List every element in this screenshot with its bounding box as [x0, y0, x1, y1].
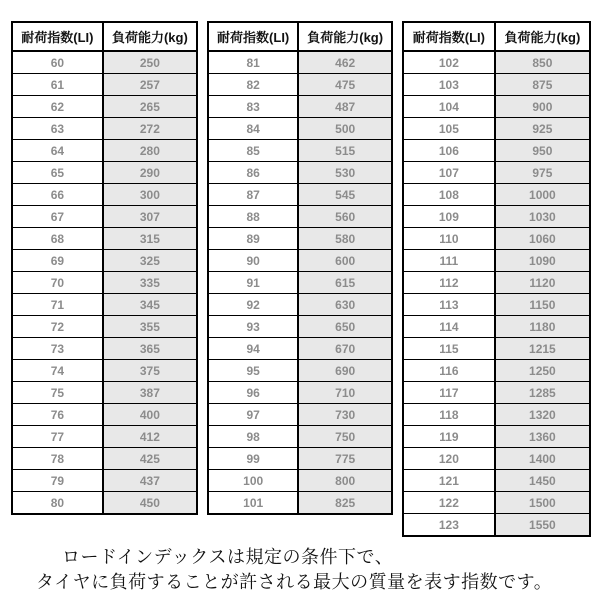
load-index-cell: 73 [12, 338, 103, 360]
table-row [12, 140, 197, 162]
load-capacity-cell: 265 [103, 96, 197, 118]
table-row [12, 118, 197, 140]
load-capacity-cell: 1500 [495, 492, 590, 514]
load-capacity-cell: 450 [103, 492, 197, 515]
load-index-cell: 98 [208, 426, 298, 448]
load-index-cell: 92 [208, 294, 298, 316]
load-capacity-cell: 500 [298, 118, 392, 140]
load-index-cell: 117 [403, 382, 495, 404]
load-index-cell: 120 [403, 448, 495, 470]
table-row [12, 492, 197, 515]
table-row [403, 206, 590, 228]
load-index-cell: 70 [12, 272, 103, 294]
load-index-cell: 90 [208, 250, 298, 272]
load-index-cell: 104 [403, 96, 495, 118]
load-index-cell: 116 [403, 360, 495, 382]
load-capacity-cell: 690 [298, 360, 392, 382]
load-capacity-cell: 307 [103, 206, 197, 228]
load-capacity-cell: 1090 [495, 250, 590, 272]
load-index-cell: 89 [208, 228, 298, 250]
load-capacity-cell: 325 [103, 250, 197, 272]
load-capacity-cell: 487 [298, 96, 392, 118]
load-index-cell: 63 [12, 118, 103, 140]
table-row [12, 96, 197, 118]
load-capacity-cell: 545 [298, 184, 392, 206]
load-capacity-cell: 1285 [495, 382, 590, 404]
load-index-cell: 75 [12, 382, 103, 404]
load-index-table-3 [402, 21, 591, 537]
table-row [208, 338, 392, 360]
load-capacity-cell: 375 [103, 360, 197, 382]
table-row [12, 206, 197, 228]
load-index-cell: 111 [403, 250, 495, 272]
load-capacity-cell: 1320 [495, 404, 590, 426]
table-row [208, 96, 392, 118]
load-index-cell: 97 [208, 404, 298, 426]
load-capacity-cell: 630 [298, 294, 392, 316]
load-index-cell: 71 [12, 294, 103, 316]
table-row [208, 382, 392, 404]
load-capacity-cell: 272 [103, 118, 197, 140]
load-capacity-cell: 750 [298, 426, 392, 448]
table-row [208, 470, 392, 492]
table-row [403, 338, 590, 360]
table-row [12, 294, 197, 316]
load-index-cell: 81 [208, 51, 298, 74]
header-row [12, 22, 197, 51]
load-capacity-cell: 825 [298, 492, 392, 515]
table-row [403, 492, 590, 514]
load-index-cell: 91 [208, 272, 298, 294]
load-capacity-cell: 1360 [495, 426, 590, 448]
load-capacity-cell: 1550 [495, 514, 590, 537]
table-row [403, 360, 590, 382]
load-index-table-2 [207, 21, 393, 515]
table-row [403, 470, 590, 492]
load-index-cell: 86 [208, 162, 298, 184]
load-capacity-cell: 670 [298, 338, 392, 360]
load-capacity-cell: 412 [103, 426, 197, 448]
load-index-cell: 83 [208, 96, 298, 118]
load-index-cell: 66 [12, 184, 103, 206]
load-index-cell: 69 [12, 250, 103, 272]
load-index-cell: 80 [12, 492, 103, 515]
table-row [403, 448, 590, 470]
load-capacity-cell: 1450 [495, 470, 590, 492]
load-capacity-cell: 1120 [495, 272, 590, 294]
load-index-cell: 96 [208, 382, 298, 404]
load-capacity-cell: 650 [298, 316, 392, 338]
table-row [12, 404, 197, 426]
table-row [403, 272, 590, 294]
load-capacity-cell: 515 [298, 140, 392, 162]
load-capacity-cell: 437 [103, 470, 197, 492]
load-capacity-cell: 615 [298, 272, 392, 294]
table-row [403, 74, 590, 96]
load-index-cell: 67 [12, 206, 103, 228]
header-row [403, 22, 590, 51]
load-capacity-cell: 1030 [495, 206, 590, 228]
load-index-cell: 94 [208, 338, 298, 360]
table-row [208, 228, 392, 250]
load-capacity-cell: 730 [298, 404, 392, 426]
load-index-cell: 87 [208, 184, 298, 206]
load-index-cell: 85 [208, 140, 298, 162]
load-index-cell: 106 [403, 140, 495, 162]
col-header-load-index: 耐荷指数(LI) [208, 22, 298, 51]
load-index-cell: 88 [208, 206, 298, 228]
table-row [12, 74, 197, 96]
table-row [403, 514, 590, 537]
table-row [12, 316, 197, 338]
load-index-cell: 105 [403, 118, 495, 140]
table-row [403, 118, 590, 140]
load-index-cell: 119 [403, 426, 495, 448]
load-index-cell: 77 [12, 426, 103, 448]
table-row [12, 162, 197, 184]
load-capacity-cell: 425 [103, 448, 197, 470]
load-index-cell: 84 [208, 118, 298, 140]
load-capacity-cell: 850 [495, 51, 590, 74]
load-capacity-cell: 560 [298, 206, 392, 228]
load-capacity-cell: 950 [495, 140, 590, 162]
load-capacity-cell: 1150 [495, 294, 590, 316]
table-row [208, 140, 392, 162]
table-row [12, 228, 197, 250]
load-capacity-cell: 600 [298, 250, 392, 272]
load-capacity-cell: 462 [298, 51, 392, 74]
load-capacity-cell: 250 [103, 51, 197, 74]
load-index-cell: 68 [12, 228, 103, 250]
load-index-cell: 113 [403, 294, 495, 316]
load-capacity-cell: 335 [103, 272, 197, 294]
table-row [208, 404, 392, 426]
load-index-table-2-wrap [207, 21, 393, 515]
load-index-cell: 61 [12, 74, 103, 96]
table-row [12, 470, 197, 492]
load-capacity-cell: 900 [495, 96, 590, 118]
table-row [208, 51, 392, 74]
load-capacity-cell: 875 [495, 74, 590, 96]
table-row [403, 140, 590, 162]
table-row [12, 382, 197, 404]
load-index-cell: 72 [12, 316, 103, 338]
load-index-cell: 100 [208, 470, 298, 492]
load-index-cell: 78 [12, 448, 103, 470]
load-capacity-cell: 975 [495, 162, 590, 184]
load-index-cell: 102 [403, 51, 495, 74]
load-capacity-cell: 1215 [495, 338, 590, 360]
load-capacity-cell: 1400 [495, 448, 590, 470]
load-index-cell: 82 [208, 74, 298, 96]
load-capacity-cell: 710 [298, 382, 392, 404]
load-capacity-cell: 387 [103, 382, 197, 404]
table-row [403, 294, 590, 316]
table-row [403, 51, 590, 74]
load-index-cell: 65 [12, 162, 103, 184]
load-capacity-cell: 257 [103, 74, 197, 96]
table-row [12, 338, 197, 360]
load-capacity-cell: 1060 [495, 228, 590, 250]
table-row [208, 294, 392, 316]
load-capacity-cell: 345 [103, 294, 197, 316]
load-capacity-cell: 280 [103, 140, 197, 162]
load-index-cell: 118 [403, 404, 495, 426]
load-index-cell: 95 [208, 360, 298, 382]
load-index-cell: 114 [403, 316, 495, 338]
table-row [208, 118, 392, 140]
load-index-cell: 123 [403, 514, 495, 537]
table-row [403, 162, 590, 184]
load-index-cell: 93 [208, 316, 298, 338]
table-row [403, 426, 590, 448]
table-row [403, 404, 590, 426]
table-row [12, 184, 197, 206]
load-index-cell: 109 [403, 206, 495, 228]
table-row [12, 250, 197, 272]
load-index-cell: 74 [12, 360, 103, 382]
load-capacity-cell: 365 [103, 338, 197, 360]
table-row [208, 316, 392, 338]
load-capacity-cell: 355 [103, 316, 197, 338]
table-row [208, 448, 392, 470]
load-index-cell: 107 [403, 162, 495, 184]
table-row [208, 74, 392, 96]
table-row [12, 272, 197, 294]
load-index-table-1-wrap [11, 21, 198, 515]
load-capacity-cell: 475 [298, 74, 392, 96]
table-row [12, 448, 197, 470]
load-index-cell: 108 [403, 184, 495, 206]
table-row [12, 51, 197, 74]
col-header-load-capacity: 負荷能力(kg) [298, 22, 392, 51]
col-header-load-capacity: 負荷能力(kg) [495, 22, 590, 51]
load-index-cell: 62 [12, 96, 103, 118]
load-index-cell: 121 [403, 470, 495, 492]
col-header-load-index: 耐荷指数(LI) [12, 22, 103, 51]
load-index-cell: 112 [403, 272, 495, 294]
load-capacity-cell: 1180 [495, 316, 590, 338]
load-index-cell: 103 [403, 74, 495, 96]
load-capacity-cell: 300 [103, 184, 197, 206]
load-capacity-cell: 1250 [495, 360, 590, 382]
load-index-table-3-wrap [402, 21, 591, 537]
load-index-cell: 60 [12, 51, 103, 74]
table-row [12, 360, 197, 382]
load-capacity-cell: 800 [298, 470, 392, 492]
table-row [403, 250, 590, 272]
table-row [403, 96, 590, 118]
load-index-cell: 79 [12, 470, 103, 492]
load-capacity-cell: 315 [103, 228, 197, 250]
load-index-cell: 110 [403, 228, 495, 250]
table-row [403, 316, 590, 338]
load-capacity-cell: 1000 [495, 184, 590, 206]
load-capacity-cell: 580 [298, 228, 392, 250]
load-capacity-cell: 400 [103, 404, 197, 426]
load-index-cell: 64 [12, 140, 103, 162]
table-row [403, 228, 590, 250]
footer-note-line1: ロードインデックスは規定の条件下で、 [62, 547, 394, 567]
load-index-table-1 [11, 21, 198, 515]
table-row [208, 492, 392, 515]
col-header-load-capacity: 負荷能力(kg) [103, 22, 197, 51]
load-index-cell: 76 [12, 404, 103, 426]
table-row [208, 426, 392, 448]
load-index-cell: 99 [208, 448, 298, 470]
table-row [403, 184, 590, 206]
table-row [208, 184, 392, 206]
table-row [208, 272, 392, 294]
load-index-cell: 115 [403, 338, 495, 360]
col-header-load-index: 耐荷指数(LI) [403, 22, 495, 51]
footer-note-line2: タイヤに負荷することが許される最大の質量を表す指数です。 [36, 572, 553, 592]
load-index-cell: 101 [208, 492, 298, 515]
load-capacity-cell: 775 [298, 448, 392, 470]
load-capacity-cell: 290 [103, 162, 197, 184]
header-row [208, 22, 392, 51]
load-index-cell: 122 [403, 492, 495, 514]
table-row [208, 162, 392, 184]
table-row [208, 360, 392, 382]
table-row [403, 382, 590, 404]
table-row [208, 206, 392, 228]
table-row [208, 250, 392, 272]
load-capacity-cell: 530 [298, 162, 392, 184]
load-capacity-cell: 925 [495, 118, 590, 140]
table-row [12, 426, 197, 448]
